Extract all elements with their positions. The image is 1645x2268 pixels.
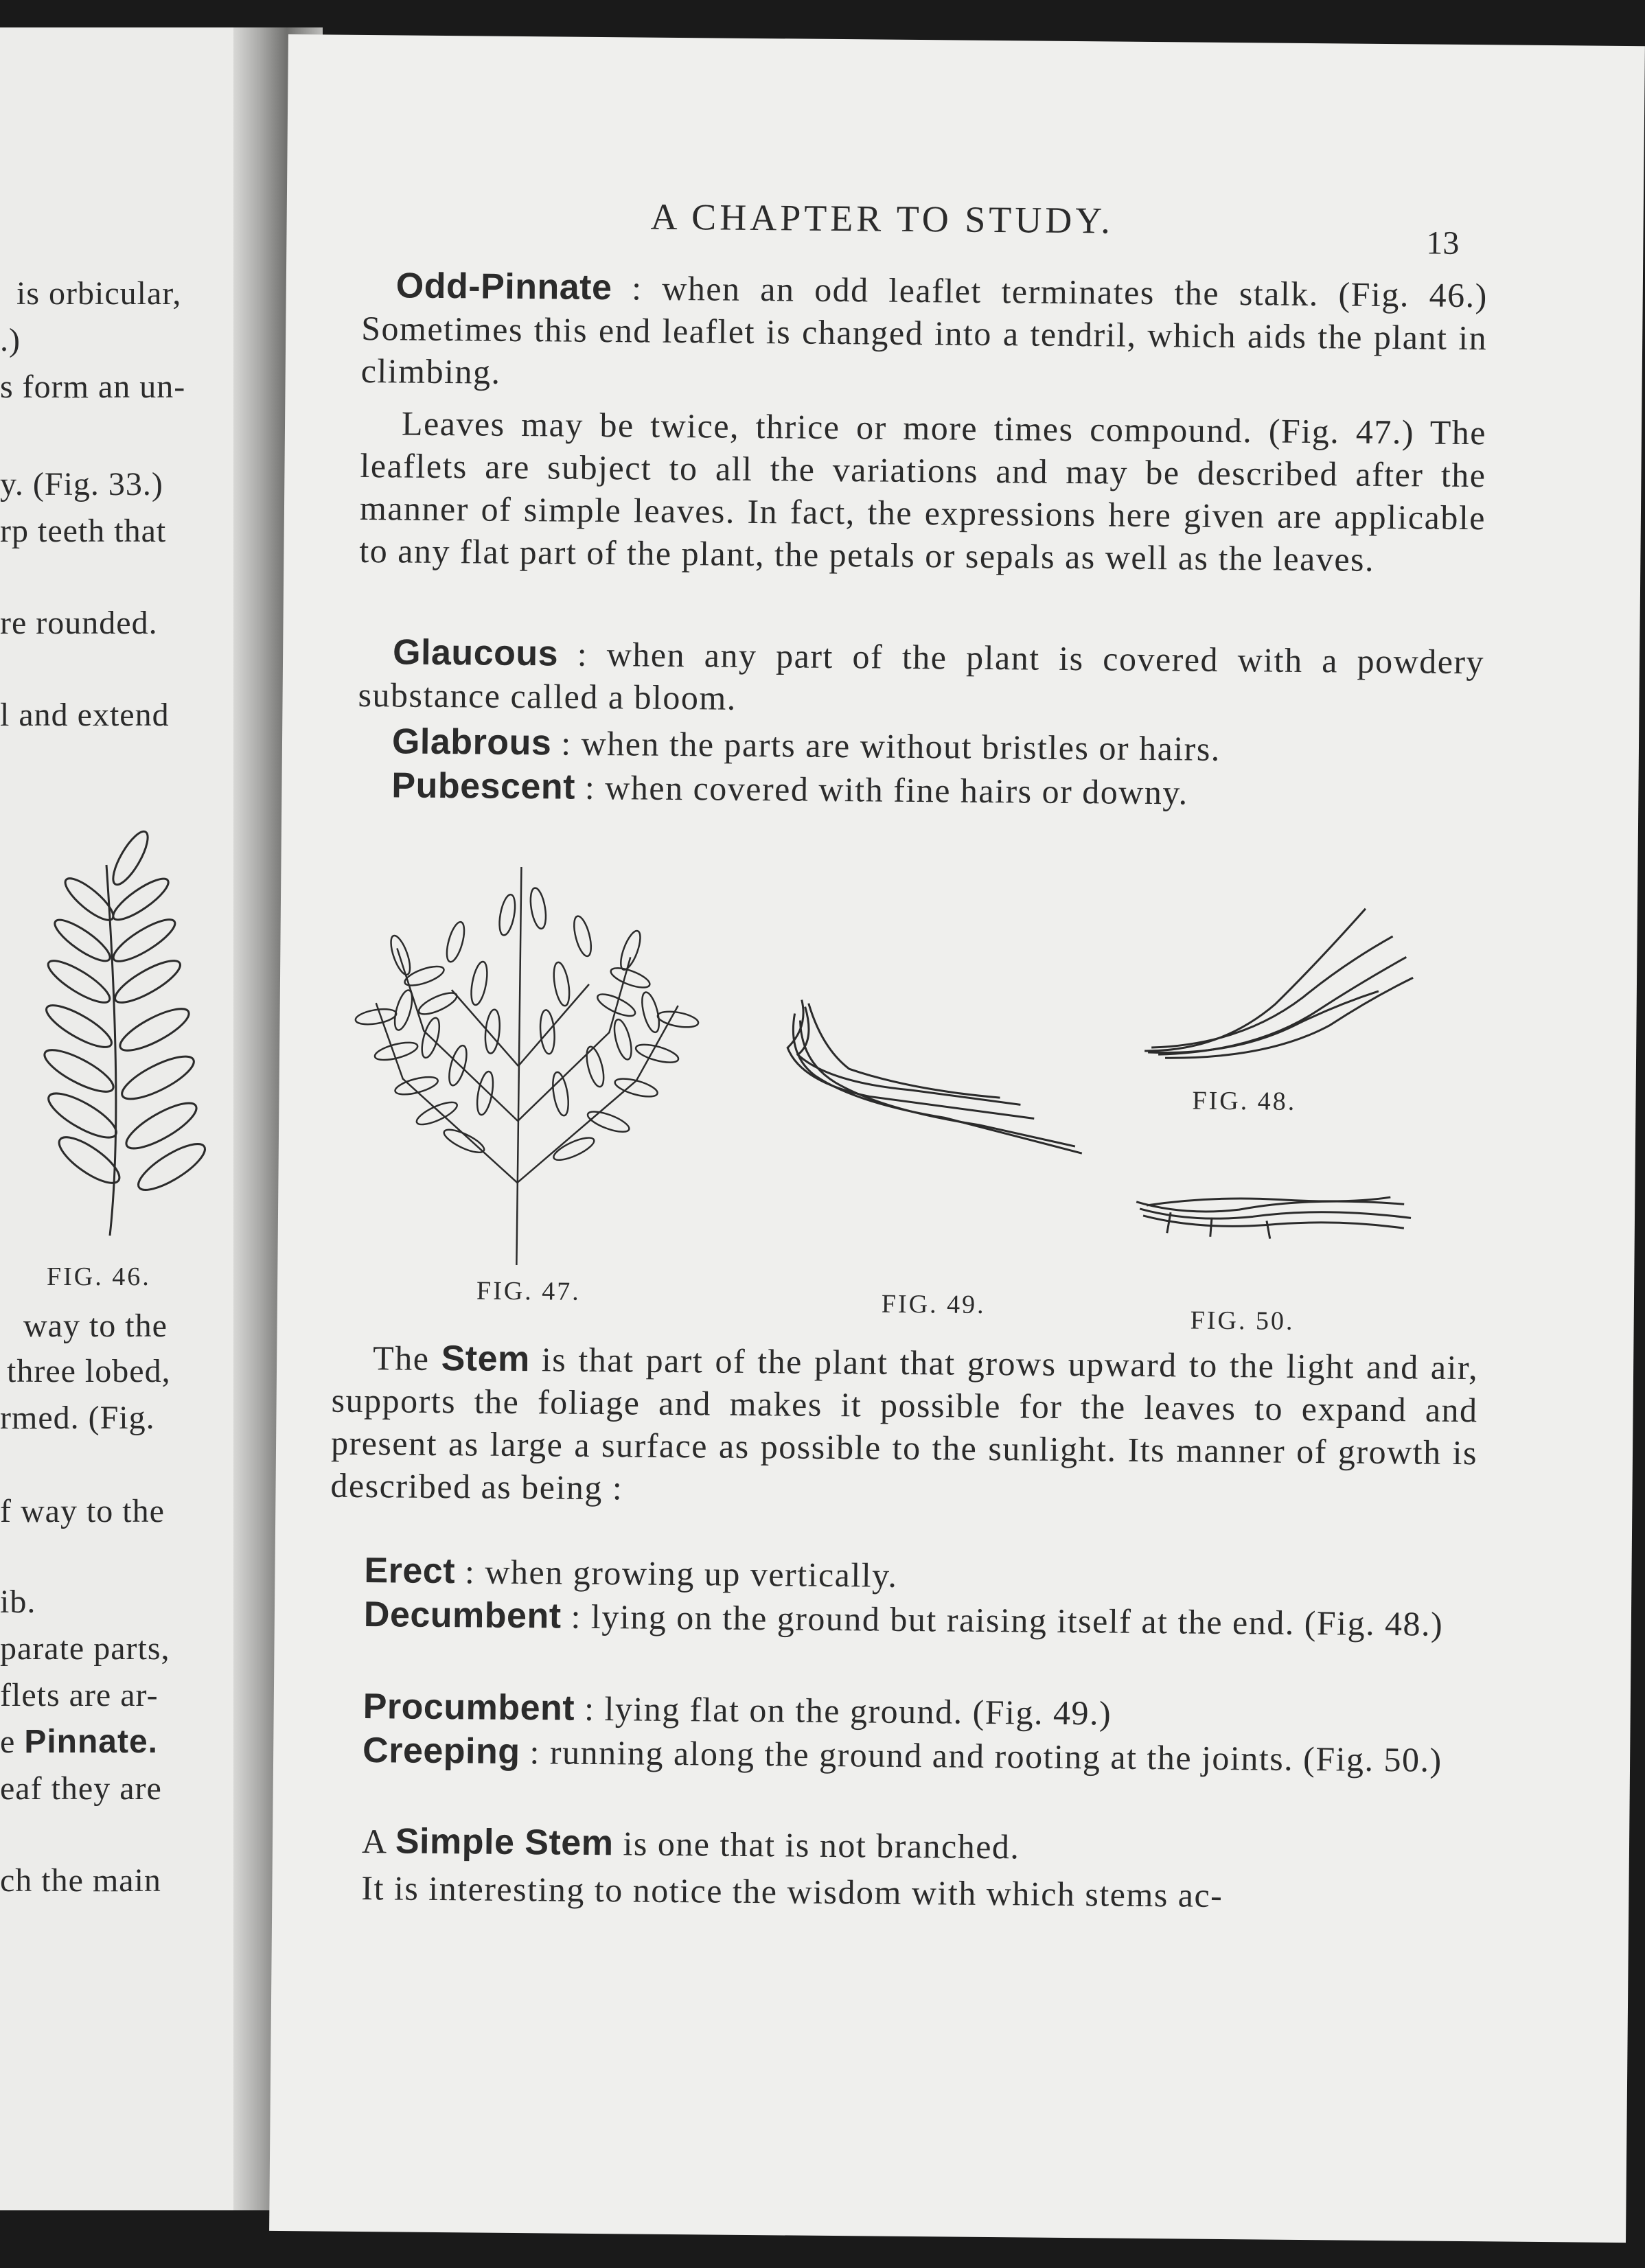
paragraph-odd-pinnate: Odd-Pinnate : when an odd leaflet terminates the stalk. (Fig. 46.) Sometimes this end leaflet is changed into a tendril, which aids the plant in climbing. — [360, 266, 1488, 391]
paragraph-stem: The Stem is that part of the plant that grows upward to the light and air, supports the foliage and makes it possible for the leaves to expand and present as large a surface as possible to the sunlight. Its manner of growth is described as being : — [330, 1339, 1479, 1507]
term-glabrous: Glabrous — [391, 721, 552, 763]
left-line: .) — [0, 322, 21, 358]
fig-50-creeping-stem-illustration — [1129, 1174, 1418, 1260]
term-procumbent: Procumbent — [363, 1687, 575, 1728]
left-line: s form an un- — [0, 369, 186, 405]
fig-46-pinnate-leaf-illustration — [41, 824, 220, 1249]
left-line: eaf they are — [0, 1770, 162, 1807]
term-odd-pinnate: Odd-Pinnate — [395, 266, 612, 308]
term-erect: Erect — [364, 1551, 456, 1592]
left-line: ib. — [0, 1584, 36, 1620]
fig-49-procumbent-stem-illustration — [773, 986, 1097, 1167]
left-line: y. (Fig. 33.) — [0, 466, 163, 502]
left-line: ch the main — [0, 1862, 161, 1899]
running-head: A CHAPTER TO STUDY. — [650, 196, 1114, 242]
left-line: l and extend — [0, 697, 170, 733]
left-line: re rounded. — [0, 605, 158, 641]
left-line: f way to the — [0, 1493, 165, 1529]
left-line: three lobed, — [7, 1353, 171, 1389]
fig-46-caption: FIG. 46. — [47, 1262, 151, 1291]
paragraph-glabrous: Glabrous : when the parts are without bristles or hairs. — [391, 721, 1221, 768]
fig-48-decumbent-stem-illustration — [1138, 893, 1427, 1074]
term-simple-stem: Simple Stem — [395, 1821, 614, 1864]
left-line: parate parts, — [0, 1630, 170, 1667]
paragraph-simple-stem: A Simple Stem is one that is not branched. — [361, 1821, 1020, 1866]
left-line: e Pinnate. — [0, 1724, 159, 1760]
paragraph-decumbent: Decumbent : lying on the ground but raising itself at the end. (Fig. 48.) — [363, 1595, 1444, 1643]
fig-47-caption: FIG. 47. — [476, 1276, 581, 1306]
paragraph-procumbent: Procumbent : lying flat on the ground. (Fig. 49.) — [363, 1687, 1112, 1733]
paragraph-compound-leaves: Leaves may be twice, thrice or more times compound. (Fig. 47.) The leaflets are subject to all the variations and may be described after the manner of simple leaves. In fact, the expressions here given are applicable to any flat part of the plant, the petals or sepals as well as the leaves. — [359, 404, 1487, 579]
left-line: rmed. (Fig. — [0, 1400, 155, 1436]
term-decumbent: Decumbent — [363, 1595, 562, 1636]
paragraph-glaucous: Glaucous : when any part of the plant is covered with a powdery substance called a bloom. — [358, 632, 1485, 717]
paragraph-creeping: Creeping : running along the ground and rooting at the joints. (Fig. 50.) — [362, 1731, 1442, 1779]
paragraph-pubescent: Pubescent : when covered with fine hairs or downy. — [391, 765, 1188, 812]
fig-49-caption: FIG. 49. — [881, 1289, 986, 1319]
paragraph-erect: Erect : when growing up vertically. — [364, 1551, 898, 1595]
left-line: way to the — [23, 1308, 168, 1344]
fig-47-bipinnate-leaf-illustration — [332, 859, 720, 1274]
term-pinnate: Pinnate. — [24, 1724, 159, 1760]
left-line: flets are ar- — [0, 1677, 159, 1713]
term-glaucous: Glaucous — [392, 632, 559, 674]
term-pubescent: Pubescent — [391, 765, 576, 807]
right-page — [269, 34, 1645, 2243]
fig-50-caption: FIG. 50. — [1190, 1306, 1295, 1336]
term-creeping: Creeping — [362, 1731, 520, 1772]
left-line: is orbicular, — [16, 275, 182, 312]
left-line: rp teeth that — [0, 513, 167, 549]
paragraph-interesting: It is interesting to notice the wisdom with which stems ac- — [361, 1868, 1223, 1914]
page-number: 13 — [1426, 224, 1460, 262]
fig-48-caption: FIG. 48. — [1192, 1086, 1297, 1116]
term-stem: Stem — [441, 1339, 531, 1380]
